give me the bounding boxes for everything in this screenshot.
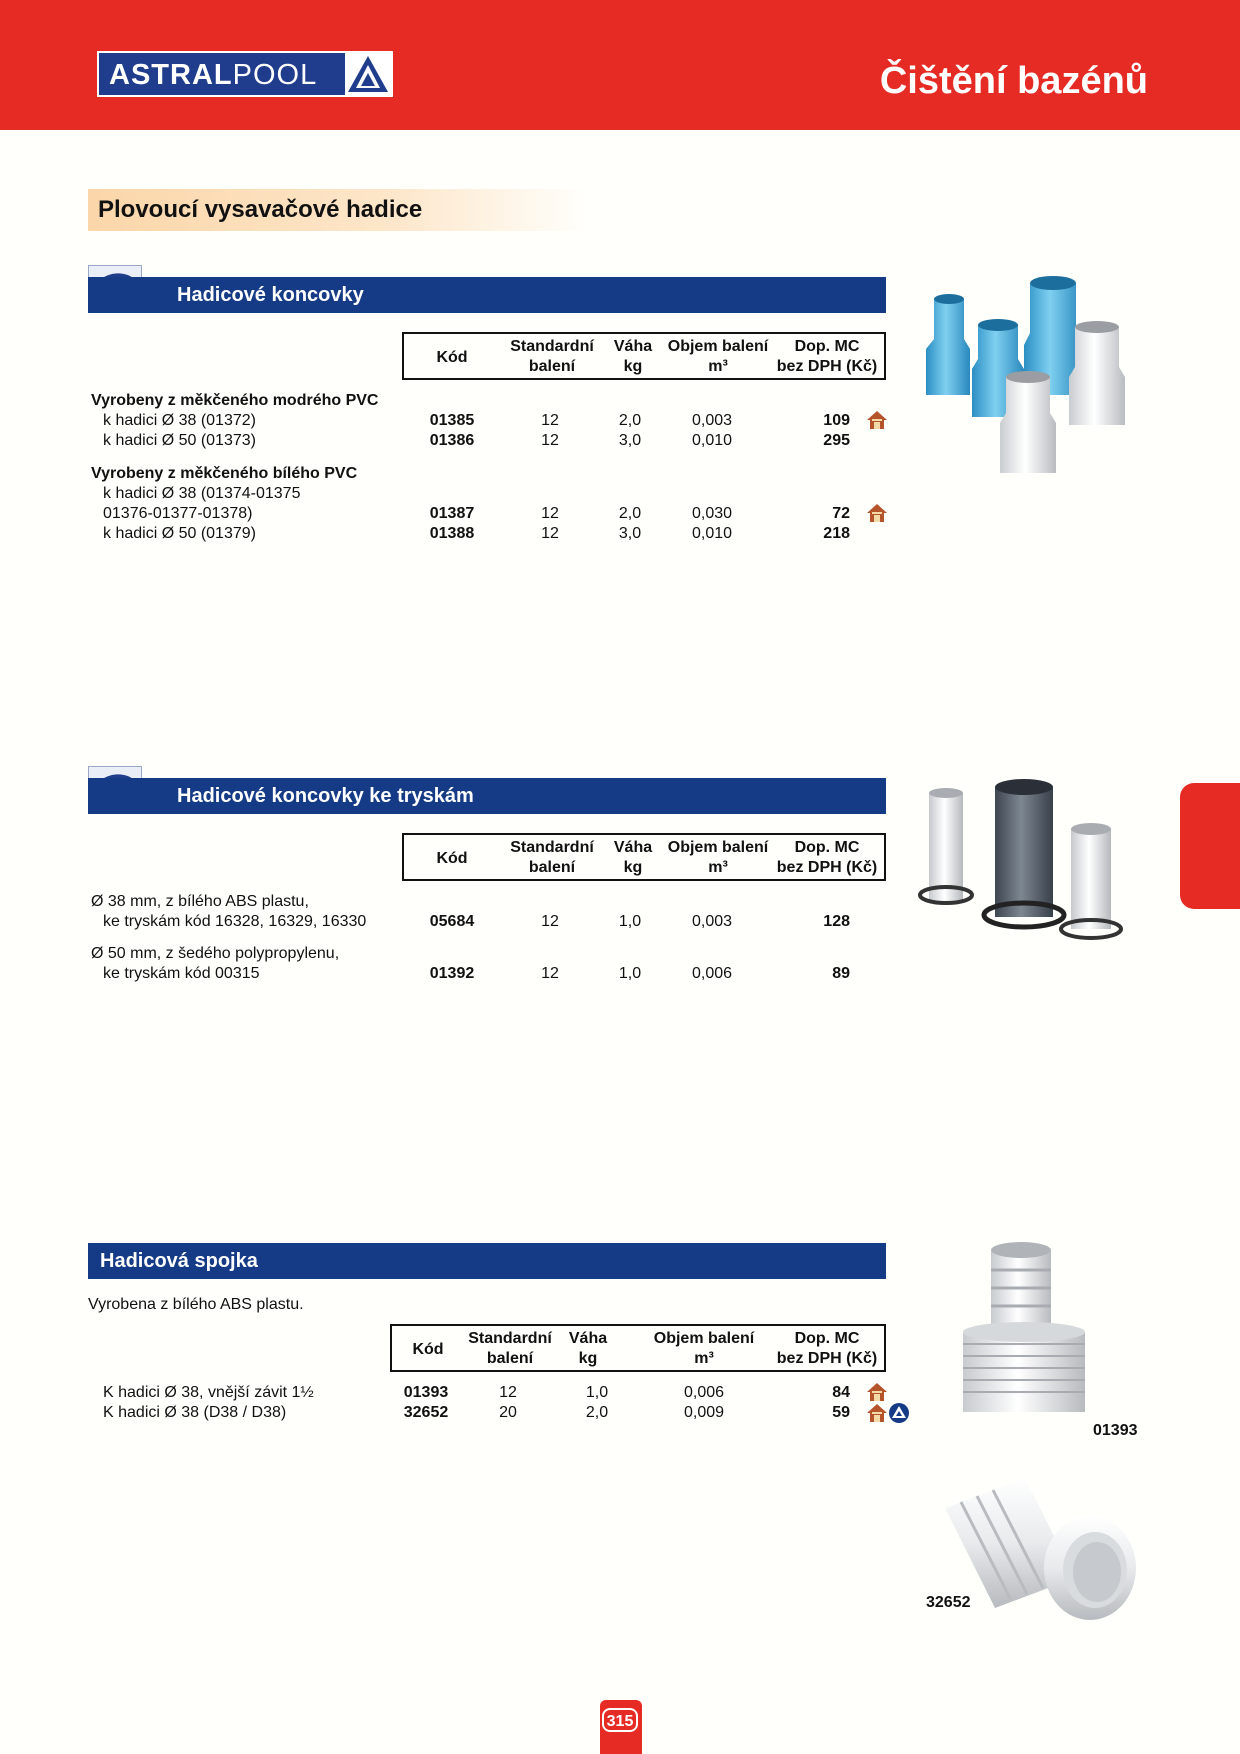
table-header (390, 1324, 886, 1372)
col-objem: Objem balení m³ (653, 1330, 755, 1367)
col-std: Standardní balení (510, 338, 594, 375)
table-header (402, 332, 886, 380)
col-cena: Dop. MC bez DPH (Kč) (776, 1330, 878, 1367)
col-objem: Objem balení m³ (667, 338, 769, 375)
page-number: 315 (600, 1700, 642, 1754)
col-vaha: Váha kg (613, 338, 653, 375)
section-title: Plovoucí vysavačové hadice (88, 189, 588, 231)
house-icon (866, 410, 888, 430)
section-band-hadicova-spojka: Hadicová spojka (88, 1243, 886, 1279)
section-band-koncovky-ke-tryskam: Hadicové koncovky ke tryskám (88, 778, 886, 814)
header-bar (0, 0, 1240, 130)
logo-text: ASTRALPOOL (109, 59, 318, 91)
astralpool-logo (97, 51, 393, 97)
logo-triangle-icon (345, 53, 391, 95)
col-kod: Kód (436, 850, 468, 867)
triangle-badge-icon (888, 1402, 910, 1424)
col-std: Standardní balení (510, 839, 594, 876)
photo-label: 01393 (1093, 1422, 1138, 1439)
col-kod: Kód (436, 349, 468, 366)
col-cena: Dop. MC bez DPH (Kč) (776, 338, 878, 375)
table-header (402, 833, 886, 881)
col-vaha: Váha kg (613, 839, 653, 876)
col-kod: Kód (412, 1341, 444, 1358)
col-objem: Objem balení m³ (667, 839, 769, 876)
side-tab-marker (1180, 783, 1240, 909)
section-note: Vyrobena z bílého ABS plastu. (88, 1296, 304, 1313)
section-band-hadicove-koncovky: Hadicové koncovky (88, 277, 886, 313)
col-vaha: Váha kg (568, 1330, 608, 1367)
page-title: Čištění bazénů (879, 60, 1148, 102)
col-cena: Dop. MC bez DPH (Kč) (776, 839, 878, 876)
house-icon (866, 1382, 888, 1402)
photo-label: 32652 (926, 1594, 971, 1611)
col-std: Standardní balení (468, 1330, 552, 1367)
house-icon (866, 503, 888, 523)
product-photo-nozzle-ends (915, 775, 1135, 955)
group-heading: Vyrobeny z měkčeného modrého PVC (91, 392, 379, 409)
product-photo-hose-ends (920, 275, 1150, 485)
group-heading: Vyrobeny z měkčeného bílého PVC (91, 465, 358, 482)
house-icon (866, 1403, 888, 1423)
product-photo-01393 (955, 1240, 1090, 1425)
